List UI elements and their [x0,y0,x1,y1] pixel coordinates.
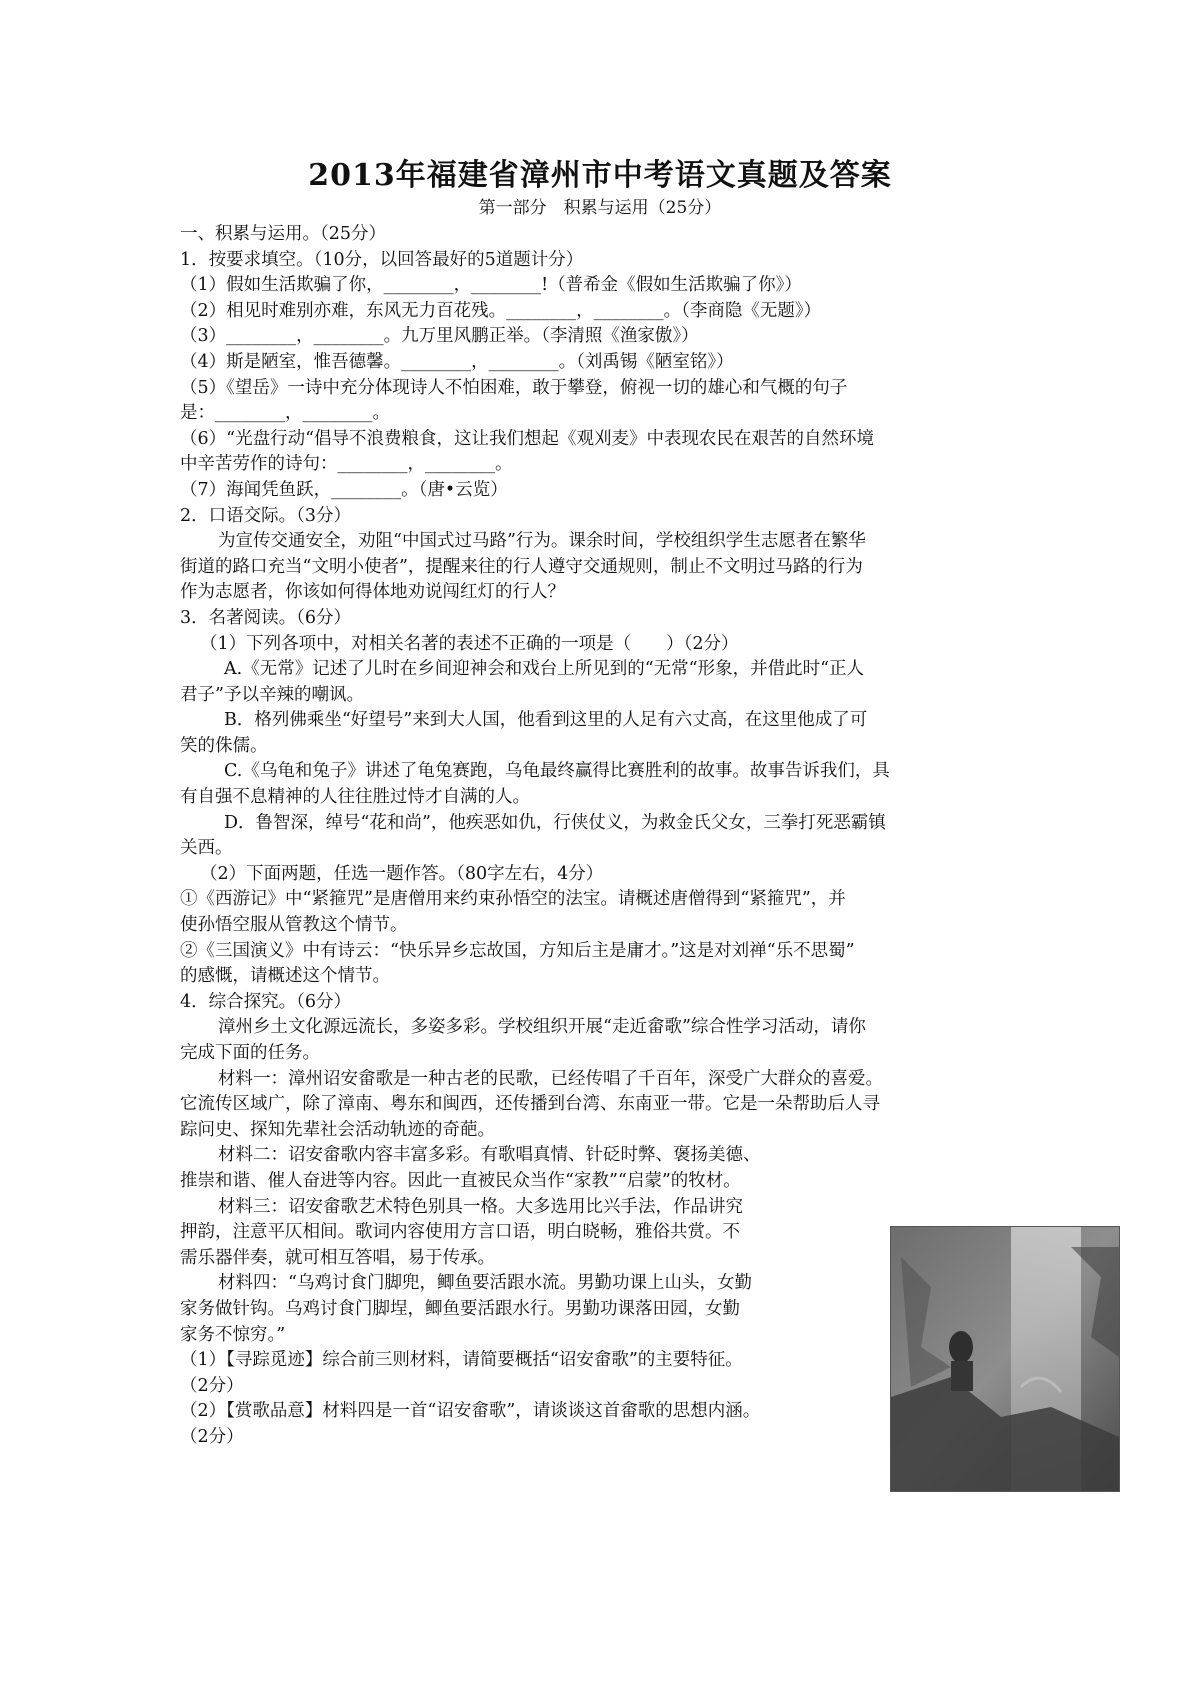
question-4-intro-cont: 完成下面的任务。 [180,1043,320,1063]
question-1-item: （6）“光盘行动“倡导不浪费粮食，这让我们想起《观刈麦》中表现农民在艰苦的自然环境 [180,428,875,449]
choice-2: ②《三国演义》中有诗云：“快乐异乡忘故国，方知后主是庸才。”这是对刘禅“乐不思蜀” [180,940,855,961]
section-heading: 一、积累与运用。（25分） [180,224,387,244]
question-1-item: （2）相见时难别亦难，东风无力百花残。________，________。（李商隐《无题》） [180,300,822,321]
page-title: 2013年福建省漳州市中考语文真题及答案 [308,158,892,193]
question-1-item: （7）海闻凭鱼跃，________。（唐•云览） [180,479,508,500]
material-4: 材料四：“乌鸡讨食门脚兜，鲫鱼要活跟水流。男勤功课上山头，女勤 [218,1273,752,1294]
material-4-cont: 家务做针钩。乌鸡讨食门脚埕，鲫鱼要活跟水行。男勤功课落田园，女勤 [180,1298,740,1319]
question-1-item-cont: 是：________，________。 [180,403,390,424]
question-4-intro: 漳州乡土文化源远流长，多姿多彩。学校组织开展“走近畲歌”综合性学习活动，请你 [218,1017,866,1038]
material-1-cont: 踪问史、探知先辈社会活动轨迹的奇葩。 [180,1119,495,1140]
option-d-cont: 关西。 [180,838,233,859]
option-b-cont: 笑的侏儒。 [180,735,268,756]
question-4-heading: 4．综合探究。（6分） [180,991,352,1012]
question-3-1: （1）下列各项中，对相关名著的表述不正确的一项是（ ）（2分） [200,633,739,654]
task-2-cont: （2分） [180,1426,244,1447]
question-2-text: 街道的路口充当“文明小使者”，提醒来往的行人遵守交通规则，制止不文明过马路的行为 [180,556,863,577]
question-1-item: （3）________，________。九万里风鹏正举。（李清照《渔家傲》） [180,326,699,347]
question-3-heading: 3．名著阅读。（6分） [180,607,352,628]
question-2-heading: 2．口语交际。（3分） [180,505,352,526]
question-2-text: 为宣传交通安全，劝阻“中国式过马路”行为。课余时间，学校组织学生志愿者在繁华 [218,531,866,552]
material-4-cont: 家务不惊穷。” [180,1324,286,1345]
question-1-item: （5）《望岳》一诗中充分体现诗人不怕困难，敢于攀登，俯视一切的雄心和气概的句子 [180,377,848,398]
material-2: 材料二：诏安畲歌内容丰富多彩。有歌唱真情、针砭时弊、褒扬美德、 [218,1145,761,1166]
question-1-item: （4）斯是陋室，惟吾德馨。________，________。（刘禹锡《陋室铭》） [180,351,734,372]
task-2: （2）【赏歌品意】材料四是一首“诏安畲歌”，请谈谈这首畲歌的思想内涵。 [180,1401,761,1422]
question-2-text: 作为志愿者，你该如何得体地劝说闯红灯的行人？ [180,582,565,603]
option-a: A.《无常》记述了儿时在乡间迎神会和戏台上所见到的“无常“形象，并借此时“正人 [224,659,865,680]
material-1-cont: 它流传区域广，除了漳南、粤东和闽西，还传播到台湾、东南亚一带。它是一朵帮助后人寻 [180,1094,880,1115]
choice-2-cont: 的感慨，请概述这个情节。 [180,966,390,987]
choice-1: ①《西游记》中“紧箍咒”是唐僧用来约束孙悟空的法宝。请概述唐僧得到“紧箍咒”，并 [180,889,846,910]
material-2-cont: 推崇和谐、催人奋进等内容。因此一直被民众当作“家教”“启蒙”的牧材。 [180,1170,741,1191]
material-3: 材料三：诏安畲歌艺术特色别具一格。大多选用比兴手法，作品讲究 [218,1196,743,1217]
part-heading: 第一部分 积累与运用（25分） [478,198,722,218]
option-d: D．鲁智深，绰号“花和尚”，他疾恶如仇，行侠仗义，为救金氏父女，三拳打死恶霸镇 [224,812,886,833]
illustration-photo [890,1226,1120,1492]
task-1-cont: （2分） [180,1375,244,1396]
material-3-cont: 需乐器伴奏，就可相互答唱，易于传承。 [180,1247,495,1268]
question-1-item: （1）假如生活欺骗了你，________，________!（普希金《假如生活欺骗了你》） [180,275,802,296]
question-1-heading: 1．按要求填空。（10分，以回答最好的5道题计分） [180,249,584,270]
task-1: （1）【寻踪觅迹】综合前三则材料，请简要概括“诏安畲歌”的主要特征。 [180,1350,743,1371]
option-a-cont: 君子”予以辛辣的嘲讽。 [180,684,364,705]
option-c: C.《乌龟和兔子》讲述了龟兔赛跑，乌龟最终赢得比赛胜利的故事。故事告诉我们，具 [224,761,890,782]
question-3-2: （2）下面两题，任选一题作答。（80字左右，4分） [200,863,604,884]
question-1-item-cont: 中辛苦劳作的诗句：________，________。 [180,454,513,475]
option-b: B．格列佛乘坐“好望号”来到大人国，他看到这里的人足有六丈高，在这里他成了可 [224,710,868,731]
option-c-cont: 有自强不息精神的人往往胜过恃才自满的人。 [180,787,530,808]
material-3-cont: 押韵，注意平仄相间。歌词内容使用方言口语，明白晓畅，雅俗共赏。不 [180,1222,740,1243]
choice-1-cont: 使孙悟空服从管教这个情节。 [180,915,408,936]
material-1: 材料一：漳州诏安畲歌是一种古老的民歌，已经传唱了千百年，深受广大群众的喜爱。 [218,1068,883,1089]
